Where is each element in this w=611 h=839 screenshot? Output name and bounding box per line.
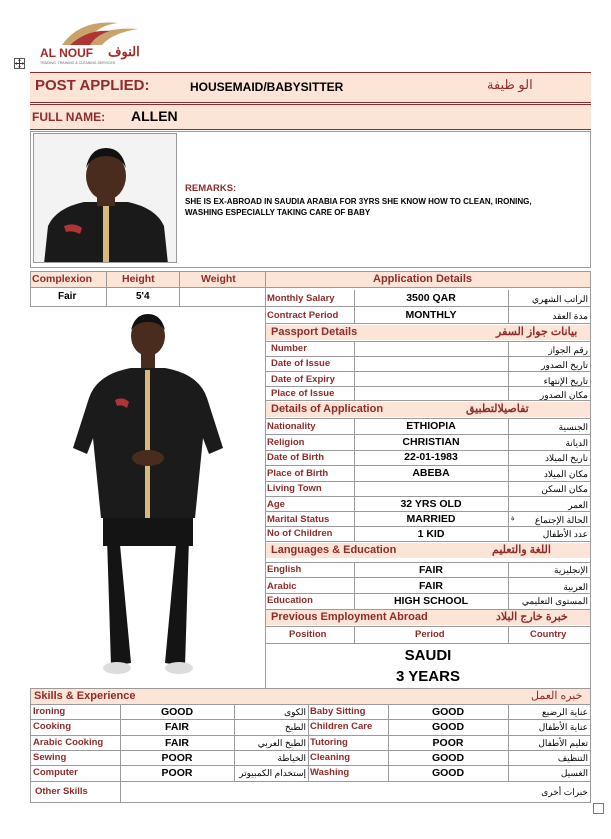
skill-computer-label: Computer — [33, 767, 78, 778]
english-label: English — [267, 564, 302, 575]
skills-section-header — [31, 689, 590, 704]
company-logo — [40, 15, 170, 67]
passport-expiry-label: Date of Expiry — [271, 374, 335, 385]
skill-computer-value: POOR — [161, 767, 193, 779]
passport-issue-date-label: Date of Issue — [271, 358, 331, 369]
skill-cleaning-value: GOOD — [431, 752, 465, 764]
children-value: 1 KID — [417, 528, 445, 540]
post-applied-value: HOUSEMAID/BABYSITTER — [190, 80, 344, 94]
skill-cooking-arabic: الطبخ — [284, 722, 306, 732]
skill-computer-arabic: إستخدام الكمبيوتر — [239, 768, 306, 778]
logo-tagline: TRADING, TRAINING & CLEANING SERVICES — [40, 61, 116, 65]
living-town-label: Living Town — [267, 483, 322, 494]
pob-arabic: مكان الميلاد — [543, 469, 588, 479]
height-header: Height — [122, 273, 155, 285]
physical-header-row — [30, 271, 591, 287]
skill-washing-label: Washing — [310, 767, 350, 778]
skill-cooking-value: FAIR — [165, 721, 189, 733]
living-town-arabic: مكان السكن — [541, 484, 588, 494]
marital-status-arabic: الحالة الإجتماع — [534, 515, 588, 525]
passport-section-header — [266, 325, 590, 340]
contract-label: Contract Period — [267, 310, 339, 321]
age-value: 32 YRS OLD — [400, 498, 462, 510]
country-header: Country — [530, 629, 567, 640]
arabic-arabic: العربية — [563, 582, 588, 592]
skill-children-care-arabic: عناية الأطفال — [538, 722, 588, 732]
skill-cleaning-label: Cleaning — [310, 752, 351, 763]
languages-section-header — [266, 543, 590, 558]
education-label: Education — [267, 595, 313, 606]
passport-issue-date-arabic: تاريخ الصدور — [541, 360, 588, 370]
dob-value: 22-01-1983 — [404, 451, 458, 463]
remarks-label: REMARKS: — [185, 183, 237, 194]
skill-arabic-cooking-arabic: الطبخ العربي — [257, 738, 306, 748]
salary-label: Monthly Salary — [267, 293, 335, 304]
languages-title: Languages & Education — [271, 544, 397, 556]
nationality-label: Nationality — [267, 421, 316, 432]
logo-emblem — [40, 15, 170, 49]
age-label: Age — [267, 499, 285, 510]
skill-washing-arabic: الغسيل — [560, 768, 588, 778]
english-value: FAIR — [419, 564, 443, 576]
position-header: Position — [289, 629, 327, 640]
skill-children-care-label: Children Care — [310, 721, 373, 732]
education-arabic: المستوى التعليمي — [521, 596, 588, 606]
contract-value: MONTHLY — [405, 309, 457, 321]
dob-arabic: تاريخ الميلاد — [545, 453, 588, 463]
contract-arabic: مدة العقد — [552, 311, 588, 321]
passport-place-label: Place of Issue — [271, 388, 335, 399]
skill-tutoring-label: Tutoring — [310, 737, 348, 748]
pob-value: ABEBA — [412, 467, 450, 479]
employment-title: Previous Employment Abroad — [271, 611, 428, 623]
nationality-arabic: الجنسية — [558, 422, 588, 432]
full-name-label: FULL NAME: — [32, 110, 106, 124]
logo-arabic-text: النوف — [108, 44, 140, 59]
skill-cooking-label: Cooking — [33, 721, 71, 732]
marital-status-mark: ة — [511, 515, 515, 522]
skills-title-arabic: خبره العمل — [531, 690, 583, 702]
english-arabic: الإنجليزية — [554, 565, 588, 575]
skill-washing-value: GOOD — [431, 767, 465, 779]
employment-period: 3 YEARS — [396, 668, 460, 685]
arabic-label: Arabic — [267, 581, 297, 592]
full-name-value: ALLEN — [131, 108, 178, 124]
full-name-row — [30, 104, 591, 130]
children-arabic: عدد الأطفال — [542, 529, 588, 539]
passport-title: Passport Details — [271, 326, 358, 338]
employment-country: SAUDI — [404, 647, 452, 664]
skill-baby-sitting-value: GOOD — [431, 706, 465, 718]
period-header: Period — [415, 629, 445, 640]
complexion-value: Fair — [58, 291, 77, 302]
passport-number-label: Number — [271, 343, 307, 354]
post-applied-arabic: الو ظيفة — [487, 77, 533, 92]
other-skills-arabic: خبرات أخرى — [541, 787, 588, 797]
children-label: No of Children — [267, 528, 333, 539]
details-section-header — [266, 402, 590, 417]
skill-sewing-label: Sewing — [33, 752, 67, 763]
skill-ironing-label: Ironing — [33, 706, 66, 717]
arabic-value: FAIR — [419, 580, 443, 592]
table-move-handle[interactable] — [14, 58, 25, 69]
skill-ironing-value: GOOD — [160, 706, 194, 718]
skill-tutoring-value: POOR — [432, 737, 464, 749]
employment-section-header — [266, 610, 590, 625]
skill-sewing-arabic: الخياطة — [277, 753, 306, 763]
skill-baby-sitting-label: Baby Sitting — [310, 706, 366, 717]
skill-baby-sitting-arabic: عناية الرضيع — [541, 707, 588, 717]
post-applied-label: POST APPLIED: — [35, 77, 150, 94]
table-resize-handle[interactable] — [593, 803, 604, 814]
complexion-header: Complexion — [32, 273, 93, 285]
portrait-photo — [33, 133, 177, 263]
skill-cleaning-arabic: التنظيف — [557, 753, 588, 763]
details-title: Details of Application — [271, 403, 384, 415]
religion-arabic: الديانة — [565, 438, 588, 448]
height-value: 5'4 — [136, 291, 150, 302]
pob-label: Place of Birth — [267, 468, 329, 479]
logo-latin-text: AL NOUF — [40, 46, 94, 60]
skill-sewing-value: POOR — [161, 752, 193, 764]
skill-arabic-cooking-label: Arabic Cooking — [33, 737, 104, 748]
age-arabic: العمر — [568, 500, 588, 510]
remarks-text: SHE IS EX-ABROAD IN SAUDIA ARABIA FOR 3YRS SHE KNOW HOW TO CLEAN, IRONING, WASHING ESPECIALLY TAKING CARE OF BABY — [185, 197, 532, 217]
skill-ironing-arabic: الكوى — [284, 707, 306, 717]
marital-status-label: Marital Status — [267, 514, 330, 525]
full-body-photo — [31, 308, 264, 688]
languages-title-arabic: اللغة والتعليم — [492, 544, 551, 556]
salary-arabic: الراتب الشهري — [532, 294, 588, 304]
salary-value: 3500 QAR — [406, 292, 456, 304]
education-value: HIGH SCHOOL — [393, 595, 469, 607]
dob-label: Date of Birth — [267, 452, 324, 463]
details-title-arabic: تفاصيلالتطبيق — [466, 403, 529, 415]
skill-children-care-value: GOOD — [431, 721, 465, 733]
move-icon — [15, 59, 24, 68]
passport-place-arabic: مكان الصدور — [539, 390, 588, 400]
other-skills-label: Other Skills — [35, 786, 88, 797]
skill-arabic-cooking-value: FAIR — [165, 737, 189, 749]
passport-number-arabic: رقم الجواز — [548, 345, 588, 355]
skill-tutoring-arabic: تعليم الأطفال — [538, 738, 588, 748]
weight-header: Weight — [201, 273, 236, 285]
skills-title: Skills & Experience — [34, 690, 136, 702]
religion-value: CHRISTIAN — [402, 436, 460, 448]
marital-status-value: MARRIED — [406, 513, 456, 525]
religion-label: Religion — [267, 437, 305, 448]
passport-title-arabic: بيانات جواز السفر — [496, 326, 578, 338]
employment-title-arabic: خبرة خارج البلاد — [496, 611, 568, 623]
application-details-title: Application Details — [373, 273, 473, 285]
nationality-value: ETHIOPIA — [406, 420, 456, 432]
passport-expiry-arabic: تاريخ الإنتهاء — [543, 376, 588, 386]
